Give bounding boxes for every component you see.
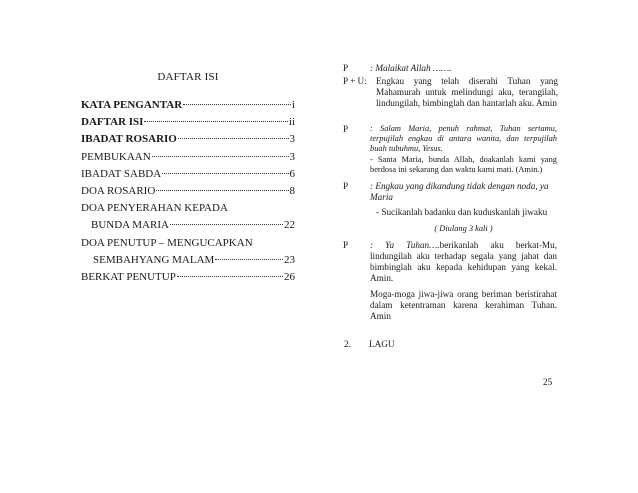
table-of-contents bbox=[81, 97, 295, 286]
speaker-label: P bbox=[343, 181, 349, 191]
prayer-response: - Santa Maria, bunda Allah, doakanlah kami yang berdosa ini sekarang dan waktu kami mati. (Amin.) bbox=[370, 155, 557, 174]
prayer-paragraph: : Engkau yang dikandung tidak dengan noda, ya Maria bbox=[370, 181, 549, 202]
repeat-note: ( Diulang 3 kali ) bbox=[434, 224, 493, 233]
prayer-paragraph: : Ya Tuhan….berikanlah aku berkat-Mu, lindungilah aku terhadap segala yang jahat dan bimbinglah aku kepada kehidupan yang kekal. Amin. bbox=[370, 240, 557, 283]
prayer-line: : Malaikat Allah ……. bbox=[370, 63, 452, 73]
speaker-label: P bbox=[343, 240, 349, 250]
toc-entry[interactable]: DOA PENUTUP – MENGUCAPKAN bbox=[81, 236, 253, 249]
prayer-paragraph: Moga-moga jiwa-jiwa orang beriman beristirahat dalam ketentraman karena kerahiman Tuhan. Amin bbox=[370, 289, 557, 321]
speaker-label: P bbox=[343, 63, 349, 73]
toc-entry[interactable]: BUNDA MARIA 22 bbox=[91, 219, 295, 232]
section-number: 2. bbox=[344, 339, 351, 349]
toc-entry[interactable]: DOA PENYERAHAN KEPADA bbox=[81, 202, 228, 215]
page-number: 25 bbox=[543, 377, 553, 387]
toc-entry[interactable]: PEMBUKAAN 3 bbox=[81, 150, 295, 163]
section-title: LAGU bbox=[369, 339, 395, 349]
toc-entry[interactable]: KATA PENGANTAR i bbox=[81, 99, 295, 111]
toc-title: DAFTAR ISI bbox=[157, 71, 219, 83]
speaker-label: P bbox=[343, 124, 349, 134]
prayer-paragraph: Engkau yang telah diserahi Tuhan yang Mahamurah untuk melindungi aku, terangilah, lindungilah, bimbinglah dan hantarlah aku. Amin bbox=[376, 76, 558, 108]
toc-entry[interactable]: BERKAT PENUTUP 26 bbox=[81, 270, 295, 283]
prayer-response: - Sucikanlah badanku dan kuduskanlah jiwaku bbox=[376, 207, 548, 217]
toc-entry[interactable]: IBADAT ROSARIO 3 bbox=[81, 133, 295, 146]
speaker-label: P + U: bbox=[343, 76, 367, 86]
toc-entry[interactable]: DAFTAR ISI ii bbox=[81, 116, 295, 129]
prayer-paragraph: : Salam Maria, penuh rahmat, Tuhan sertamu, terpujilah engkau di antara wanita, dan terpujilah buah tubuhmu, Yesus. bbox=[370, 124, 557, 153]
toc-entry[interactable]: DOA ROSARIO 8 bbox=[81, 184, 295, 197]
toc-entry[interactable]: IBADAT SABDA 6 bbox=[81, 167, 295, 180]
toc-entry[interactable]: SEMBAHYANG MALAM 23 bbox=[93, 253, 295, 266]
